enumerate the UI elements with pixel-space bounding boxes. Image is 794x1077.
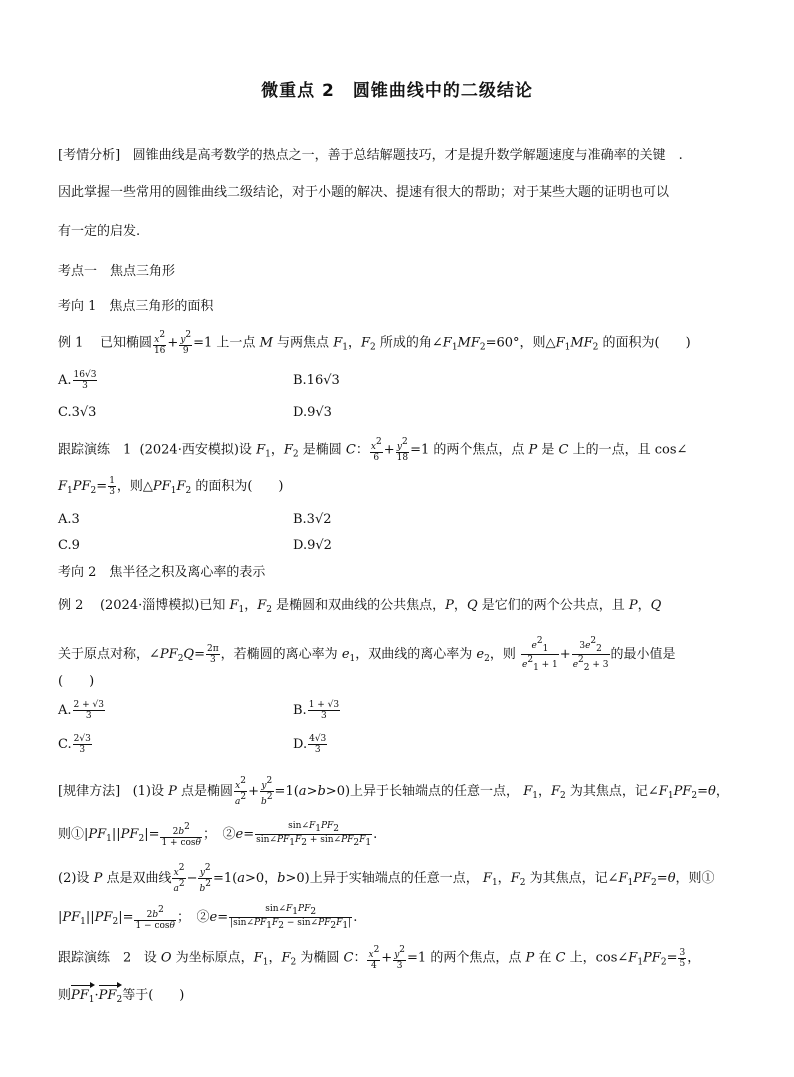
option-b: B.3√2 — [293, 512, 332, 527]
text: 设 — [238, 442, 252, 458]
option-b: B. $\frac{1 + √3}{3}$ — [293, 700, 340, 721]
fraction-numerator: 2 + √3 — [73, 700, 104, 710]
text: 则①| — [58, 827, 89, 842]
option-d: D.9√2 — [293, 538, 332, 553]
text: 已知椭圆 — [99, 335, 152, 351]
section-heading-1: 考点一 焦点三角形 — [58, 264, 176, 279]
option-c: C.3√3 — [58, 405, 97, 420]
text: 则 — [58, 988, 72, 1003]
tracking-2-line-2: 则$PF_1\cdot PF_2$等于( ) — [58, 987, 184, 1009]
tracking-1-line-2: $F_1PF_2=$ $\frac{1}{3}$ ，则$\triangle PF_1F_2$ 的面积为( ) — [58, 476, 284, 497]
text: 是椭圆 — [302, 442, 342, 458]
text: 所成的角∠ — [379, 335, 443, 351]
example-2-line-3: ( ) — [58, 674, 95, 689]
text: 已知 — [199, 598, 226, 613]
text: 是它们的两个公共点，且 — [481, 598, 625, 613]
rule-line-4: $|PF_1||PF_2|=$ $\frac{2b^2}{1 - \cos\theta}$ ； ②e= $\frac{\sin\angle F_1PF_2}{|\sin\angle PF_1F_2 - \sin\angle PF_2F_1|}$ . — [58, 904, 358, 931]
text: 设 — [143, 950, 157, 966]
subsection-heading-2: 考向 2 焦半径之积及离心率的表示 — [58, 565, 266, 580]
text: (1)设 — [132, 784, 164, 799]
option-a: A.3 — [58, 512, 80, 527]
text: ，双曲线的离心率为 — [355, 647, 473, 662]
text: =1 的两个焦点，点 — [407, 950, 522, 966]
source: (2024·淄博模拟) — [99, 598, 200, 613]
text: 是 — [541, 442, 555, 458]
text: 上的一点，且 cos∠ — [572, 442, 688, 458]
text: ，若椭圆的离心率为 — [220, 647, 338, 662]
analysis-line-2: 因此掌握一些常用的圆锥曲线二级结论，对于小题的解决、提速有很大的帮助；对于某些大题的证明也可以 — [58, 185, 670, 200]
fraction-numerator: 4√3 — [309, 734, 327, 744]
text: 上，cos∠ — [569, 950, 629, 966]
text: 的最小值是 — [610, 647, 676, 662]
fraction-numerator: 2√3 — [73, 734, 91, 744]
rule-line-1: [规律方法] (1)设 P 点是椭圆 $\frac{x^2}{a^2}$ + $\frac{y^2}{b^2}$ =1(a>b>0)上异于长轴端点的任意一点， $F_1$，$F_2$ 为其焦点，记$\angle F_1PF_2=\theta$， — [58, 776, 729, 807]
text: ，则△ — [116, 479, 153, 494]
text: ； ② — [202, 827, 236, 842]
option-c: C. $\frac{2√3}{3}$ — [58, 734, 91, 755]
option-d: D. $\frac{4√3}{3}$ — [293, 734, 327, 755]
text: =1 上一点 — [193, 335, 256, 351]
text: 的面积为( ) — [195, 479, 284, 494]
text: 为坐标原点， — [175, 950, 254, 966]
text: 与两焦点 — [277, 335, 330, 351]
option-a: A. $\frac{2 + √3}{3}$ — [58, 700, 104, 721]
text: 点是双曲线 — [106, 871, 172, 886]
text: 是椭圆和双曲线的公共焦点， — [276, 598, 446, 613]
text: 等于( ) — [122, 988, 185, 1003]
fraction-denominator: 3 — [82, 381, 88, 391]
tracking-2-label: 跟踪演练 2 — [58, 950, 132, 966]
rule-line-3: (2)设 P 点是双曲线 $\frac{x^2}{a^2}$ − $\frac{y^2}{b^2}$ =1(a>0，b>0)上异于实轴端点的任意一点， $F_1$，$F_2$ 为其焦点，记$\angle F_1PF_2=\theta$，则① — [58, 863, 715, 894]
text: 关于原点对称，∠ — [58, 647, 160, 662]
text: (2)设 — [58, 871, 90, 886]
text: =60°，则△ — [485, 335, 556, 351]
fraction-denominator: 3 — [85, 711, 92, 721]
text: 为其焦点，记∠ — [569, 784, 659, 799]
fraction-denominator: 3 — [321, 711, 327, 721]
text: 在 — [538, 950, 552, 966]
option-a: A. $\frac{16√3}{3}$ — [58, 370, 97, 391]
tracking-1-label: 跟踪演练 1 — [58, 442, 132, 458]
fraction-numerator: 1 + √3 — [308, 700, 340, 710]
fraction-numerator: 16√3 — [73, 370, 97, 380]
example-2-label: 例 2 — [58, 598, 84, 613]
fraction-denominator: 3 — [79, 745, 86, 755]
example-2-stem: 例 2 (2024·淄博模拟)已知 $F_1$，$F_2$ 是椭圆和双曲线的公共焦点，P，Q 是它们的两个公共点，且 P，Q — [58, 598, 662, 615]
analysis-line-1 — [58, 147, 683, 165]
tracking-2-stem: 跟踪演练 2 设 O 为坐标原点，$F_1$，$F_2$ 为椭圆 C： $\frac{x^2}{4}$ + $\frac{y^2}{3}$ =1 的两个焦点，点 P 在 C 上，$\cos\angle F_1PF_2=$ $\frac{3}{5}$ ， — [58, 945, 701, 971]
text: 上异于长轴端点的任意一点， — [350, 784, 520, 799]
text: ； ② — [176, 910, 210, 925]
example-1-stem: 例 1 已知椭圆 $\frac{x^2}{16}$ + $\frac{y^2}{9}$ =1 上一点 M 与两焦点 $F_1$，$F_2$ 所成的角$\angle F_1MF_2=60^\circ$，则$\triangle F_1MF_2$ 的面积为( ) — [58, 330, 691, 356]
analysis-label: [考情分析] — [58, 148, 121, 163]
text: 点是椭圆 — [181, 784, 234, 799]
example-1-label: 例 1 — [58, 335, 84, 351]
text: 为椭圆 — [300, 950, 340, 966]
example-2-line-2: 关于原点对称，$\angle PF_2Q=$ $\frac{2\pi}{3}$ ，若椭圆的离心率为 $e_1$，双曲线的离心率为 $e_2$，则 $\frac{e^2_1}{e^2_1 + 1}$ + $\frac{3e^2_2}{e^2_2 + 3}$ 的最小值是 — [58, 636, 676, 673]
rule-line-2: 则$①|PF_1||PF_2|=$ $\frac{2b^2}{1 + \cos\theta}$ ； ②e= $\frac{\sin\angle F_1PF_2}{\sin\angle PF_1F_2 + \sin\angle PF_2F_1}$ . — [58, 821, 378, 848]
text: ， — [715, 784, 729, 799]
fraction-denominator: 3 — [314, 745, 321, 755]
text: 为其焦点，记∠ — [529, 871, 619, 886]
text: ，则 — [489, 647, 516, 662]
text: =1 的两个焦点，点 — [410, 442, 525, 458]
option-c: C.9 — [58, 538, 80, 553]
option-b: B.16√3 — [293, 373, 340, 388]
analysis-line-3: 有一定的启发. — [58, 224, 141, 239]
subsection-heading-1: 考向 1 焦点三角形的面积 — [58, 299, 214, 314]
text: 的面积为( ) — [602, 335, 691, 351]
source: (2024·西安模拟) — [139, 442, 239, 458]
page-title: 微重点 2 圆锥曲线中的二级结论 — [261, 81, 533, 101]
option-d: D.9√3 — [293, 405, 332, 420]
rule-label: [规律方法] — [58, 784, 121, 799]
tracking-1-stem: 跟踪演练 1 (2024·西安模拟)设 $F_1$，$F_2$ 是椭圆 C： $\frac{x^2}{6}$ + $\frac{y^2}{18}$ =1 的两个焦点，点 P 是 C 上的一点，且 cos∠ — [58, 437, 688, 463]
analysis-text-1: 圆锥曲线是高考数学的热点之一，善于总结解题技巧，才是提升数学解题速度与准确率的关键 . — [132, 148, 683, 163]
text: ，则① — [675, 871, 715, 886]
text: 上异于实轴端点的任意一点， — [309, 871, 479, 886]
